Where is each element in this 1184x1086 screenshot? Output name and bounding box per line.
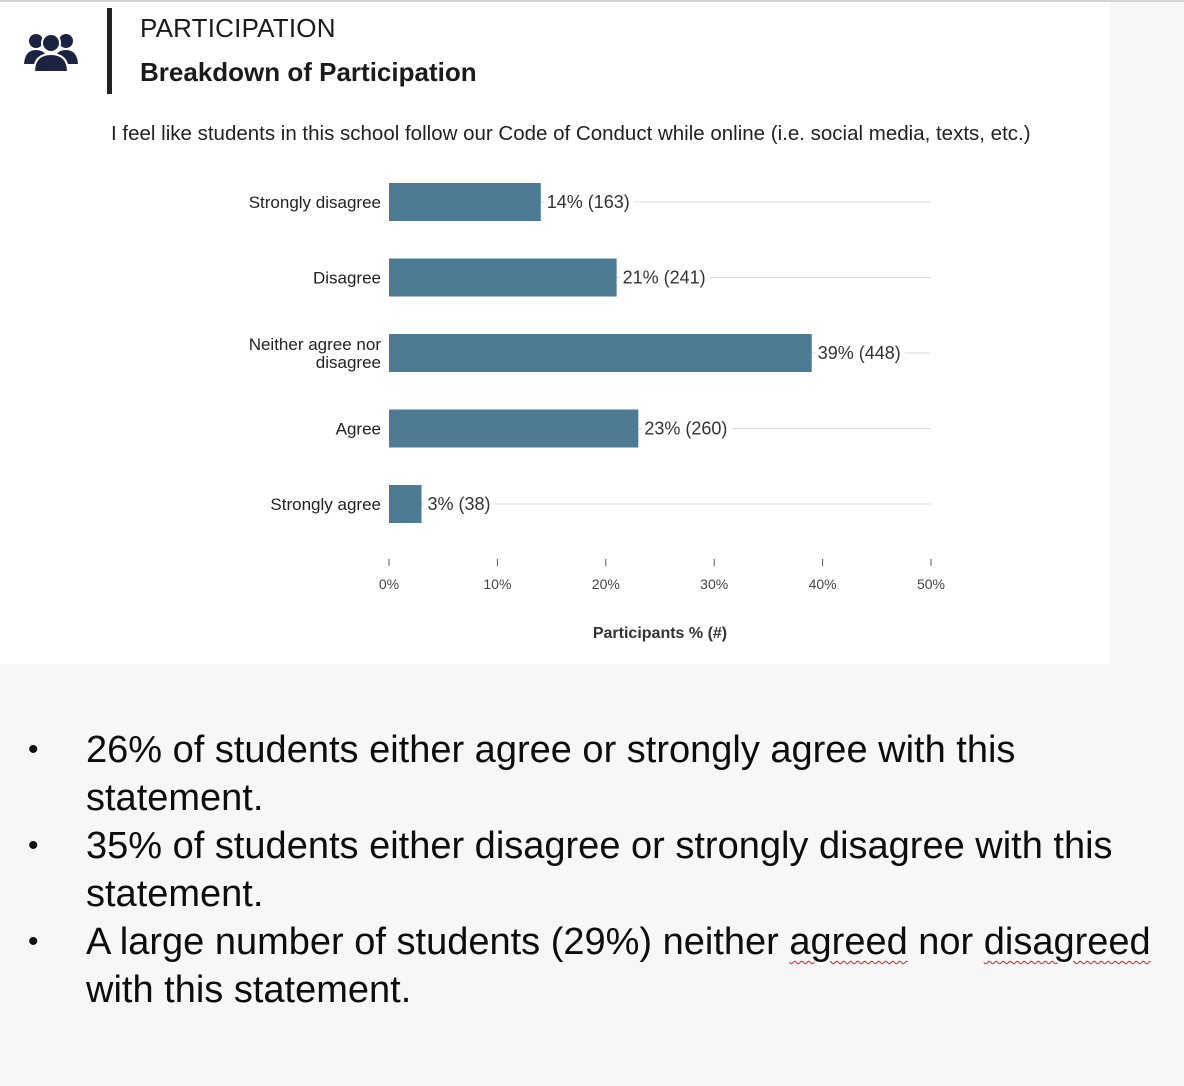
bullet-text-middle: nor bbox=[907, 921, 984, 963]
bullet-text-start: A large number of students (29%) neither bbox=[86, 921, 790, 963]
x-tick-label: 20% bbox=[591, 576, 620, 592]
bar bbox=[389, 334, 812, 372]
category-label: disagree bbox=[315, 353, 381, 372]
data-label: 14% (163) bbox=[546, 192, 630, 212]
x-axis-title: Participants % (#) bbox=[592, 625, 728, 642]
category-label: Neither agree nor bbox=[248, 335, 381, 354]
bullet-text: 26% of students either agree or strongly agree with this statement. bbox=[86, 729, 1016, 819]
data-label: 3% (38) bbox=[427, 494, 491, 514]
category-label: Strongly agree bbox=[270, 495, 381, 514]
section-label: PARTICIPATION bbox=[140, 13, 336, 43]
bar bbox=[389, 259, 617, 297]
x-tick-label: 40% bbox=[808, 576, 837, 592]
category-label: Strongly disagree bbox=[248, 193, 381, 212]
bullet-text-end: with this statement. bbox=[86, 969, 412, 1011]
data-label: 39% (448) bbox=[817, 343, 901, 363]
bullet-item bbox=[28, 918, 1178, 1014]
bar bbox=[389, 183, 541, 221]
data-label: 21% (241) bbox=[622, 267, 706, 288]
survey-question: I feel like students in this school follow our Code of Conduct while online (i.e. social media, texts, etc.) bbox=[111, 122, 1031, 145]
spellcheck-word[interactable]: agreed bbox=[789, 921, 908, 963]
bullet-text: 35% of students either disagree or strongly disagree with this statement. bbox=[86, 825, 1113, 915]
bullet-item bbox=[28, 822, 1178, 918]
x-tick-label: 50% bbox=[916, 576, 946, 592]
x-tick-label: 0% bbox=[378, 576, 400, 592]
bar bbox=[389, 410, 638, 448]
bar bbox=[389, 485, 422, 523]
summary-bullets bbox=[28, 726, 1178, 1014]
bullet-item bbox=[28, 726, 1178, 822]
category-label: Disagree bbox=[312, 268, 381, 288]
page-title: Breakdown of Participation bbox=[140, 57, 477, 87]
data-label: 23% (260) bbox=[644, 418, 728, 439]
x-tick-label: 30% bbox=[700, 576, 729, 592]
x-tick-label: 10% bbox=[483, 576, 512, 592]
category-label: Agree bbox=[335, 419, 381, 439]
spellcheck-word[interactable]: disagreed bbox=[983, 921, 1151, 963]
